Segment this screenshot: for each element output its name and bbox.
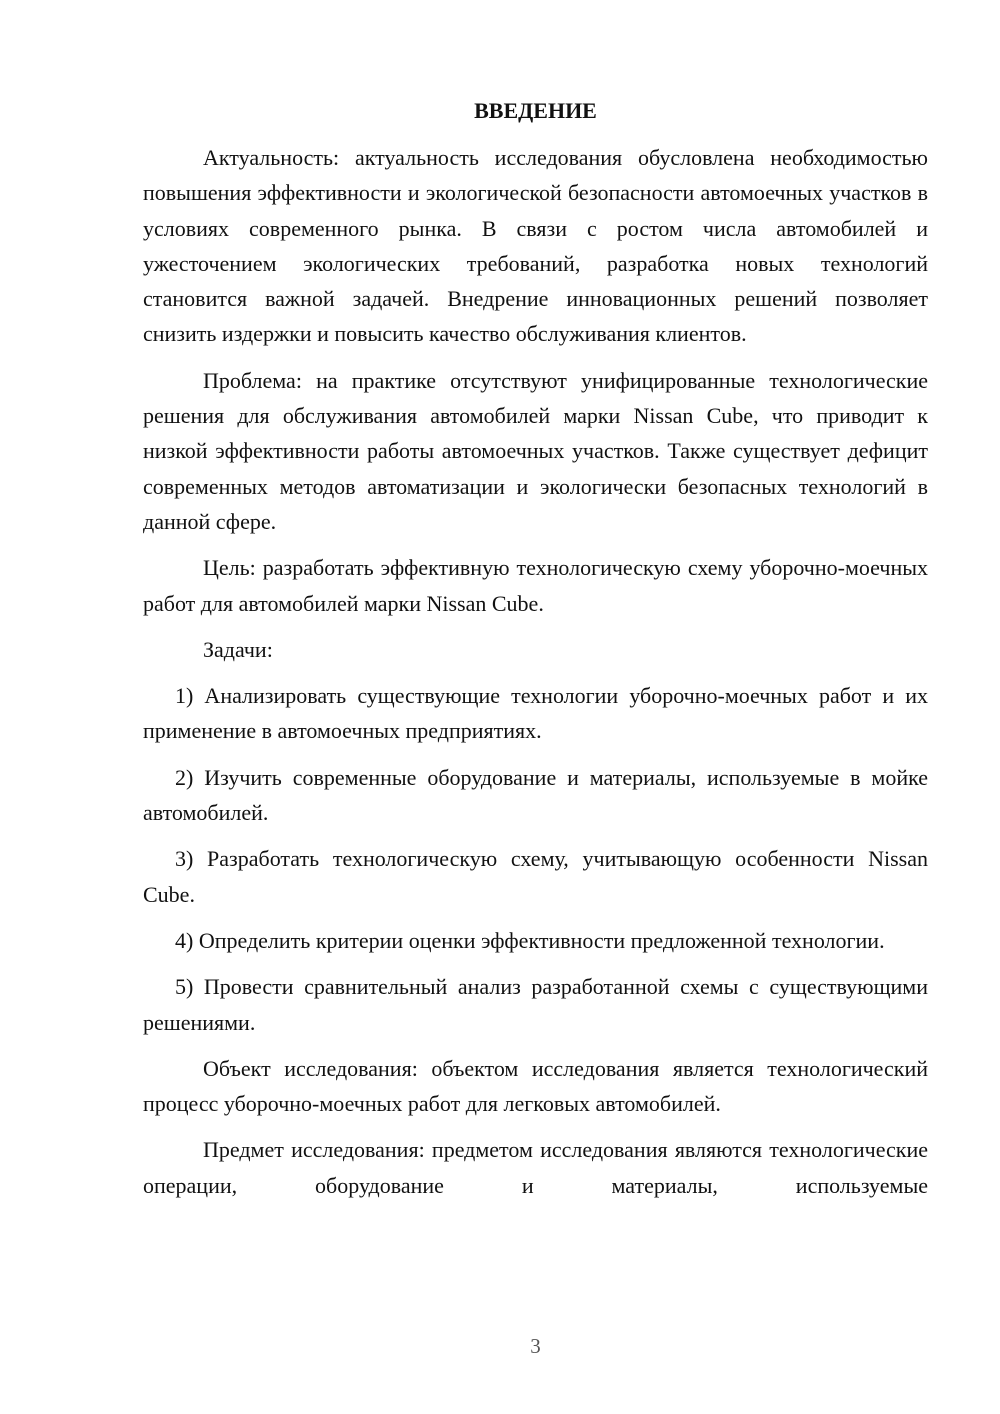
relevance-paragraph: Актуальность: актуальность исследования обусловлена необходимостью повышения эффективности и экологической безопасности автомоечных участков в условиях современного рынка. В связи с ростом числа автомобилей и ужесточением экологических требований, разработка новых технологий становится важной задачей. Внедрение инновационных решений позволяет снизить издержки и повысить качество обслуживания клиентов. [143,145,928,347]
object-paragraph: Объект исследования: объектом исследования является технологический процесс уборочно-моечных работ для легковых автомобилей. [143,1055,928,1117]
task-item: 4) Определить критерии оценки эффективности предложенной технологии. [175,927,885,953]
task-item: 5) Провести сравнительный анализ разработанной схемы с существующими решениями. [143,974,928,1035]
page-number: 3 [530,1334,541,1358]
section-heading: ВВЕДЕНИЕ [474,98,597,123]
document-body [143,140,928,1203]
tasks-label: Задачи: [203,636,273,662]
task-item: 3) Разработать технологическую схему, учитывающую особенности Nissan Cube. [143,846,928,907]
task-item: 1) Анализировать существующие технологии уборочно-моечных работ и их применение в автомоечных предприятиях. [143,683,928,744]
subject-paragraph: Предмет исследования: предметом исследования являются технологические операции, оборудование и материалы, используемые [143,1137,928,1198]
goal-paragraph: Цель: разработать эффективную технологическую схему уборочно-моечных работ для автомобилей марки Nissan Cube. [143,555,928,616]
problem-paragraph: Проблема: на практике отсутствуют унифицированные технологические решения для обслуживания автомобилей марки Nissan Cube, что приводит к низкой эффективности работы автомоечных участков. Также существует дефицит современных методов автоматизации и экологически безопасных технологий в данной сфере. [143,367,928,534]
task-item: 2) Изучить современные оборудование и материалы, используемые в мойке автомобилей. [143,764,928,826]
